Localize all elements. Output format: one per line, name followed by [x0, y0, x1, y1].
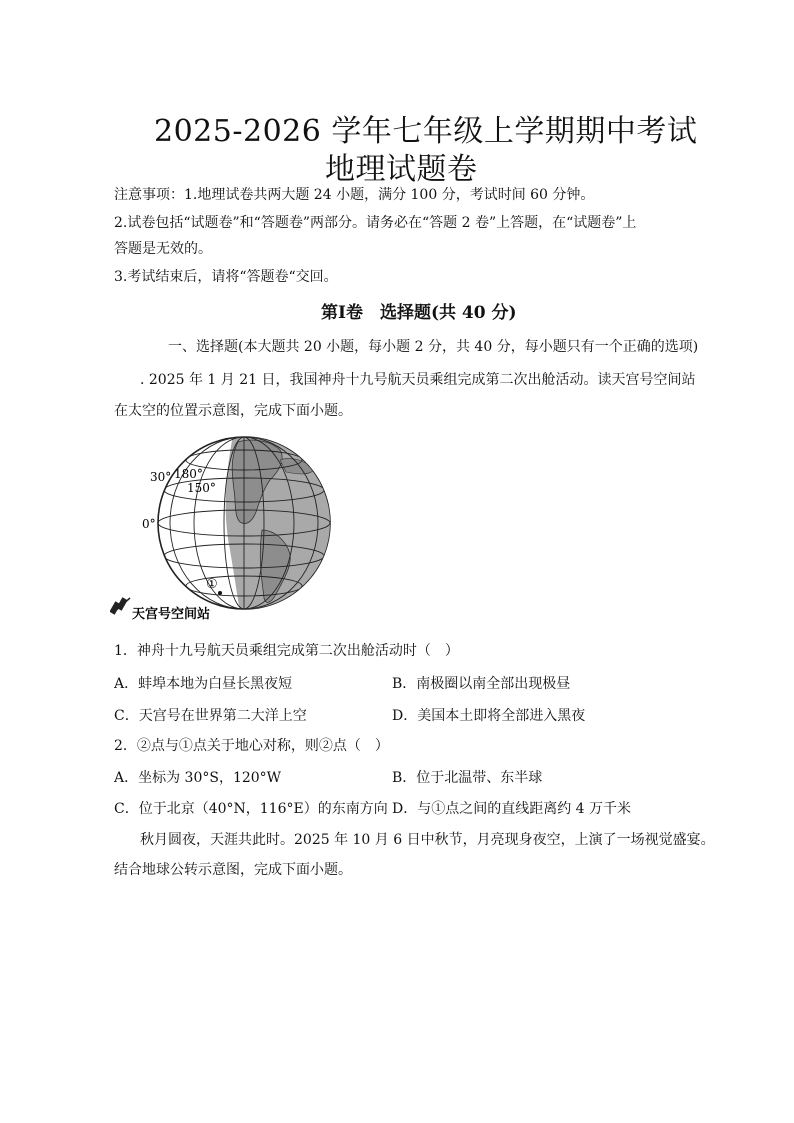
passage2-line1: 秋月圆夜，天涯共此时。2025 年 10 月 6 日中秋节，月亮现身夜空，上演了一场视觉盛宴。 — [140, 832, 715, 848]
q1-option-a[interactable]: A．蚌埠本地为白昼长黑夜短 — [114, 676, 293, 692]
label-0-degree: 0° — [142, 517, 156, 531]
space-station-icon — [110, 597, 130, 614]
section-heading: 第Ⅰ卷 选择题(共 40 分) — [321, 303, 517, 323]
q2-stem: 2．②点与①点关于地心对称，则②点（ ） — [114, 738, 389, 754]
notes-line3: 3.考试结束后，请将“答题卷“交回。 — [114, 269, 338, 285]
exam-title-line1: 2025-2026 学年七年级上学期期中考试 — [154, 114, 698, 149]
exam-title-line2: 地理试题卷 — [325, 152, 478, 187]
q1-option-c[interactable]: C．天宫号在世界第二大洋上空 — [114, 708, 307, 724]
label-150-degree: 150° — [187, 481, 216, 495]
label-180-degree: 180° — [174, 467, 203, 481]
q2-option-d[interactable]: D．与①点之间的直线距离约 4 万千米 — [392, 801, 632, 817]
section-instruction: 一、选择题(本大题共 20 小题，每小题 2 分，共 40 分，每小题只有一个正确的选项) — [168, 339, 699, 355]
passage2-line2: 结合地球公转示意图，完成下面小题。 — [114, 862, 352, 878]
point-1-label: ① — [206, 577, 218, 592]
q2-option-c[interactable]: C．位于北京（40°N，116°E）的东南方向 — [114, 801, 388, 817]
station-label: 天宫号空间站 — [132, 607, 211, 622]
notes-line1: 注意事项：1.地理试卷共两大题 24 小题，满分 100 分，考试时间 60 分钟。 — [114, 187, 595, 203]
q2-option-b[interactable]: B．位于北温带、东半球 — [392, 770, 543, 786]
q1-option-b[interactable]: B．南极圈以南全部出现极昼 — [392, 676, 571, 692]
passage1-line1: . 2025 年 1 月 21 日，我国神舟十九号航天员乘组完成第二次出舱活动。读天宫号空间站 — [140, 372, 696, 388]
q2-option-a[interactable]: A．坐标为 30°S，120°W — [114, 770, 282, 786]
q1-option-d[interactable]: D．美国本土即将全部进入黑夜 — [392, 708, 586, 724]
notes-line2b: 答题是无效的。 — [114, 241, 212, 257]
q1-stem: 1．神舟十九号航天员乘组完成第二次出舱活动时（ ） — [114, 643, 459, 659]
passage1-line2: 在太空的位置示意图，完成下面小题。 — [114, 403, 352, 419]
label-30-degree: 30° — [150, 470, 172, 484]
globe-figure — [110, 430, 350, 625]
notes-line2a: 2.试卷包括“试题卷”和“答题卷”两部分。请务必在“答题 2 卷”上答题，在“试题卷”上 — [114, 215, 637, 231]
